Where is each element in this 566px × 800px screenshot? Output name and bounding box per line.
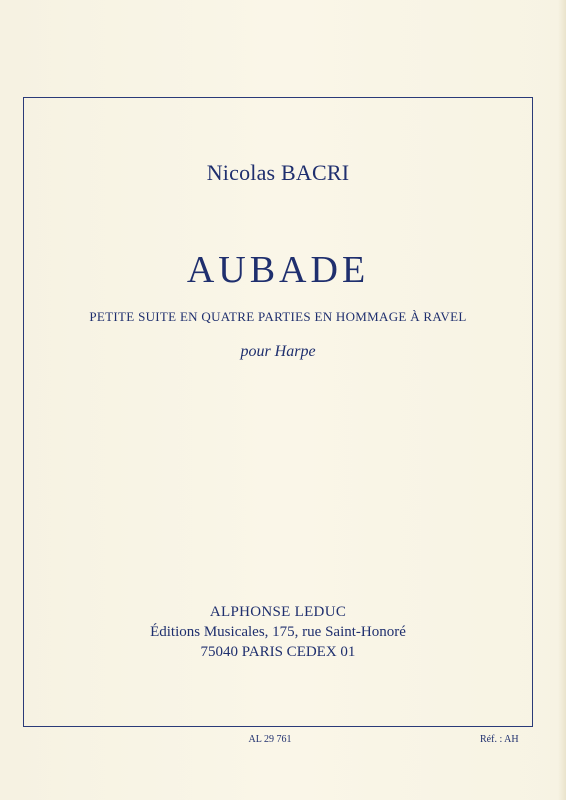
reference-code: Réf. : AH (480, 734, 519, 745)
composer-name: Nicolas BACRI (206, 160, 350, 185)
work-subtitle: PETITE SUITE EN QUATRE PARTIES EN HOMMAGE À RAVEL (89, 309, 467, 324)
publisher-address-line2: 75040 PARIS CEDEX 01 (200, 644, 356, 660)
page-edge-shadow (558, 0, 566, 800)
work-title: AUBADE (186, 249, 370, 291)
publisher-name: ALPHONSE LEDUC (209, 604, 347, 620)
catalog-number: AL 29 761 (248, 734, 292, 745)
instrumentation: pour Harpe (240, 343, 316, 360)
publisher-address-line1: Éditions Musicales, 175, rue Saint-Honoré (150, 624, 406, 640)
